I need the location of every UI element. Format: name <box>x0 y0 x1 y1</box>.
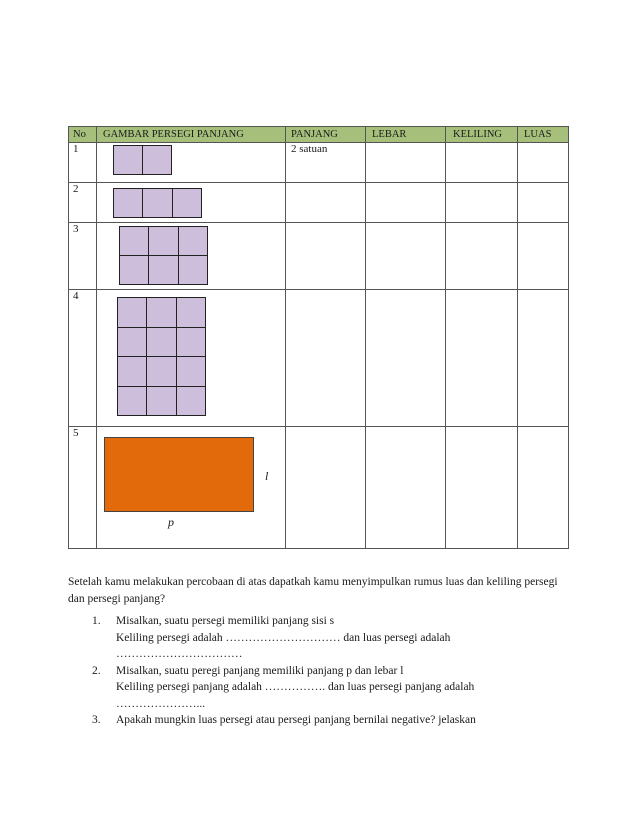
question-2: 2. Misalkan, suatu peregi panjang memiliki panjang p dan lebar l Keliling persegi panjang adalah ……………. dan luas persegi panjang adalah …………………... <box>92 664 475 710</box>
square-grid-row-2 <box>113 188 202 218</box>
row-5-no: 5 <box>73 427 79 439</box>
header-lebar: LEBAR <box>372 129 407 140</box>
row-1-panjang: 2 satuan <box>291 143 328 155</box>
intro-text <box>68 574 568 608</box>
question-1: 1. Misalkan, suatu persegi memiliki panjang sisi s Keliling persegi adalah ………………………… dan luas persegi adalah …………………………… <box>92 615 451 660</box>
data-table <box>68 126 569 549</box>
square-grid-row-3 <box>119 226 208 285</box>
row-1-no: 1 <box>73 143 79 155</box>
intro-paragraph: Setelah kamu melakukan percobaan di atas dapatkah kamu menyimpulkan rumus luas dan keliling persegi dan persegi panjang? <box>68 576 558 605</box>
header-keliling: KELILING <box>453 129 502 140</box>
square-grid-row-1 <box>113 145 172 175</box>
header-panjang: PANJANG <box>291 129 338 140</box>
label-length: p <box>168 515 174 529</box>
square-grid-row-4 <box>117 297 206 416</box>
row-2-no: 2 <box>73 183 79 195</box>
header-luas: LUAS <box>524 129 552 140</box>
header-no: No <box>73 129 86 140</box>
header-gambar: GAMBAR PERSEGI PANJANG <box>103 129 244 140</box>
question-list <box>92 613 562 729</box>
row-3-no: 3 <box>73 223 79 235</box>
row-4-no: 4 <box>73 290 79 302</box>
label-width: l <box>265 469 269 483</box>
rectangle-shape <box>104 437 254 512</box>
question-3: 3. Apakah mungkin luas persegi atau persegi panjang bernilai negative? jelaskan <box>92 714 476 726</box>
